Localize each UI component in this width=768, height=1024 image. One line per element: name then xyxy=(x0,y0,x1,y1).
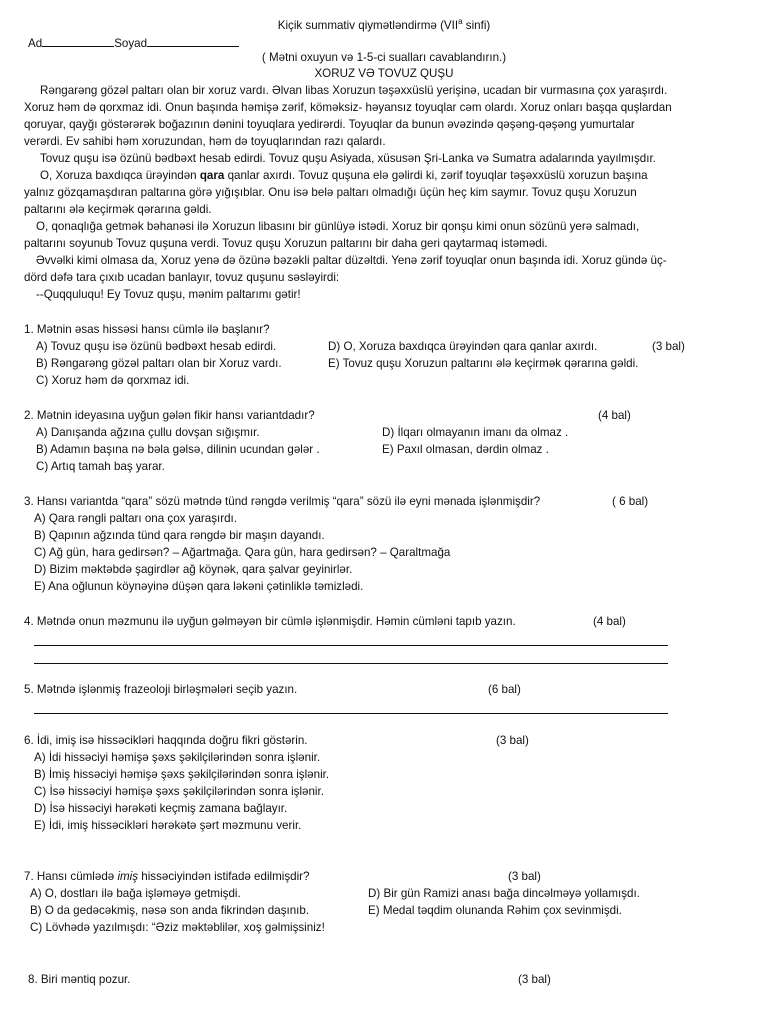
story-line: --Quqquluqu! Ey Tovuz quşu, mənim paltarımı gətir! xyxy=(36,288,301,301)
story-bold-word: qara xyxy=(199,169,225,182)
q8-points: (3 bal) xyxy=(518,973,551,986)
q6-option-d[interactable]: D) İsə hissəciyi hərəkəti keçmiş zamana bağlayır. xyxy=(34,802,288,815)
story-line: paltarını soyunub Tovuz quşuna verdi. Tovuz quşu Xoruzun paltarını bir daha geri qaytarmaq istəmədi. xyxy=(24,237,548,250)
story-line: O, qonaqlığa getmək bəhanəsi ilə Xoruzun libasını bir günlüyə istədi. Xoruz bir qonşu kimi onun sözünü yerə salmadı, xyxy=(36,220,640,233)
q6-option-c[interactable]: C) İsə hissəciyi həmişə şəxs şəkilçilərindən sonra işlənir. xyxy=(34,785,324,798)
question-7 xyxy=(24,869,309,886)
story-line: Xoruz həm də qorxmaz idi. Onun başında həmişə zərif, köməksiz- həyansız toyuqlar cəm olardı. Xoruz onları başqa quşlardan xyxy=(24,101,672,114)
story-line: verərdi. Ev sahibi həm xoruzundan, həm də toyuqlarından razı qalardı. xyxy=(24,135,386,148)
question-1: 1. Mətnin əsas hissəsi hansı cümlə ilə başlanır? xyxy=(24,323,270,336)
q7-option-e[interactable]: E) Medal təqdim olunanda Rəhim çox sevinmişdi. xyxy=(368,904,622,917)
story-line xyxy=(40,168,648,185)
q4-answer-line[interactable] xyxy=(34,663,668,664)
q7-text: 7. Hansı cümlədə xyxy=(24,870,118,883)
q1-option-a[interactable]: A) Tovuz quşu isə özünü bədbəxt hesab edirdi. xyxy=(36,340,277,353)
title-text: Kiçik summativ qiymətləndirmə (VII xyxy=(277,18,459,32)
story-line: paltarını ələ keçirmək qərarına gəldi. xyxy=(24,203,212,216)
q6-option-e[interactable]: E) İdi, imiş hissəcikləri hərəkətə şərt məzmunu verir. xyxy=(34,819,302,832)
q7-option-b[interactable]: B) O da gedəcəkmiş, nəsə son anda fikrindən daşınıb. xyxy=(30,904,310,917)
q6-option-b[interactable]: B) İmiş hissəciyi həmişə şəxs şəkilçilərindən sonra işlənir. xyxy=(34,768,330,781)
q3-option-e[interactable]: E) Ana oğlunun köynəyinə düşən qara ləkəni çətinliklə təmizlədi. xyxy=(34,580,364,593)
question-3: 3. Hansı variantda “qara” sözü mətndə tünd rəngdə verilmiş “qara” sözü ilə eyni mənada işlənmişdir? xyxy=(24,495,541,508)
q1-points: (3 bal) xyxy=(652,340,685,353)
ad-label: Ad xyxy=(28,37,43,50)
q3-option-c[interactable]: C) Ağ gün, hara gedirsən? – Ağartmağa. Qara gün, hara gedirsən? – Qaraltmağa xyxy=(34,546,451,559)
q2-option-d[interactable]: D) İlqarı olmayanın imanı da olmaz . xyxy=(382,426,569,439)
soyad-label: Soyad xyxy=(114,37,148,50)
story-text: O, Xoruza baxdıqca ürəyindən xyxy=(40,169,200,182)
question-4: 4. Mətndə onun məzmunu ilə uyğun gəlməyən bir cümlə işlənmişdir. Həmin cümləni tapıb yazın. xyxy=(24,615,516,628)
q4-points: (4 bal) xyxy=(593,615,626,628)
q1-option-c[interactable]: C) Xoruz həm də qorxmaz idi. xyxy=(36,374,190,387)
story-line: Əvvəlki kimi olmasa da, Xoruz yenə də özünə bəzəkli paltar düzəltdi. Yenə zərif toyuqlar onun başında idi. Xoruz gündə üç- xyxy=(36,254,667,267)
q1-option-e[interactable]: E) Tovuz quşu Xoruzun paltarını ələ keçirmək qərarına gəldi. xyxy=(328,357,639,370)
q1-option-d[interactable]: D) O, Xoruza baxdıqca ürəyindən qara qanlar axırdı. xyxy=(328,340,598,353)
q4-answer-line[interactable] xyxy=(34,645,668,646)
question-2: 2. Mətnin ideyasına uyğun gələn fikir hansı variantdadır? xyxy=(24,409,315,422)
instruction: ( Mətni oxuyun və 1-5-ci sualları cavablandırın.) xyxy=(261,51,507,64)
q3-option-b[interactable]: B) Qapının ağzında tünd qara rəngdə bir maşın dayandı. xyxy=(34,529,325,542)
q3-option-a[interactable]: A) Qara rəngli paltarı ona çox yaraşırdı. xyxy=(34,512,237,525)
q3-points: ( 6 bal) xyxy=(612,495,649,508)
ad-blank[interactable] xyxy=(42,34,114,47)
q3-option-d[interactable]: D) Bizim məktəbdə şagirdlər ağ köynək, qara şalvar geyinirlər. xyxy=(34,563,353,576)
q7-italic-word: imiş xyxy=(117,870,139,883)
q5-points: (6 bal) xyxy=(488,683,521,696)
q2-option-e[interactable]: E) Paxıl olmasan, dərdin olmaz . xyxy=(382,443,549,456)
question-8: 8. Biri məntiq pozur. xyxy=(28,973,131,986)
q7-points: (3 bal) xyxy=(508,870,541,883)
q7-text: hissəciyindən istifadə edilmişdir? xyxy=(138,870,310,883)
story-text: qanlar axırdı. Tovuz quşuna elə gəlirdi ki, zərif toyuqlar təşəxxüslü xoruzun başına xyxy=(224,169,648,182)
title-suffix: sinfi) xyxy=(462,18,491,32)
q7-option-a[interactable]: A) O, dostları ilə bağa işləməyə getmişdi. xyxy=(30,887,241,900)
story-line: Rəngarəng gözəl paltarı olan bir xoruz vardı. Əlvan libas Xoruzun təşəxxüslü yerişinə, ucadan bir vurmasına çox yaraşırdı. xyxy=(40,84,668,97)
question-6: 6. İdi, imiş isə hissəcikləri haqqında doğru fikri göstərin. xyxy=(24,734,308,747)
story-line: yalnız gözqamaşdıran paltarına görə yığışıblar. Onu isə belə paltarı olmadığı üçün heç kim saymır. Tovuz quşu Xoruzun xyxy=(24,186,637,199)
q2-points: (4 bal) xyxy=(598,409,631,422)
story-title: XORUZ VƏ TOVUZ QUŞU xyxy=(314,67,454,80)
story-line: qoruyar, qayğı göstərərək boğazının dənini toyuqlara yedirərdi. Toyuqlar da bunun əvəzində qəşəng-qəşəng yumurtalar xyxy=(24,118,635,131)
q1-option-b[interactable]: B) Rəngarəng gözəl paltarı olan bir Xoruz vardı. xyxy=(36,357,282,370)
q2-option-c[interactable]: C) Artıq tamah baş yarar. xyxy=(36,460,165,473)
question-5: 5. Mətndə işlənmiş frazeoloji birləşmələri seçib yazın. xyxy=(24,683,298,696)
q2-option-a[interactable]: A) Danışanda ağzına çullu dovşan sığışmır. xyxy=(36,426,260,439)
title-superscript: a xyxy=(458,17,463,26)
q7-option-c[interactable]: C) Lövhədə yazılmışdı: “Əziz məktəblilər, xoş gəlmişsiniz! xyxy=(30,921,325,934)
q6-points: (3 bal) xyxy=(496,734,529,747)
worksheet-title xyxy=(0,14,768,34)
q6-option-a[interactable]: A) İdi hissəciyi həmişə şəxs şəkilçilərindən sonra işlənir. xyxy=(34,751,321,764)
q7-option-d[interactable]: D) Bir gün Ramizi anası bağa dincəlməyə yollamışdı. xyxy=(368,887,640,900)
q2-option-b[interactable]: B) Adamın başına nə bəla gəlsə, dilinin ucundan gələr . xyxy=(36,443,320,456)
story-line: Tovuz quşu isə özünü bədbəxt hesab edirdi. Tovuz quşu Asiyada, xüsusən Şri-Lanka və Sumatra adalarında yayılmışdır. xyxy=(40,152,656,165)
q5-answer-line[interactable] xyxy=(34,713,668,714)
soyad-blank[interactable] xyxy=(147,34,239,47)
story-line: dörd dəfə tara çıxıb ucadan banlayır, tovuz quşunu səsləyirdi: xyxy=(24,271,340,284)
